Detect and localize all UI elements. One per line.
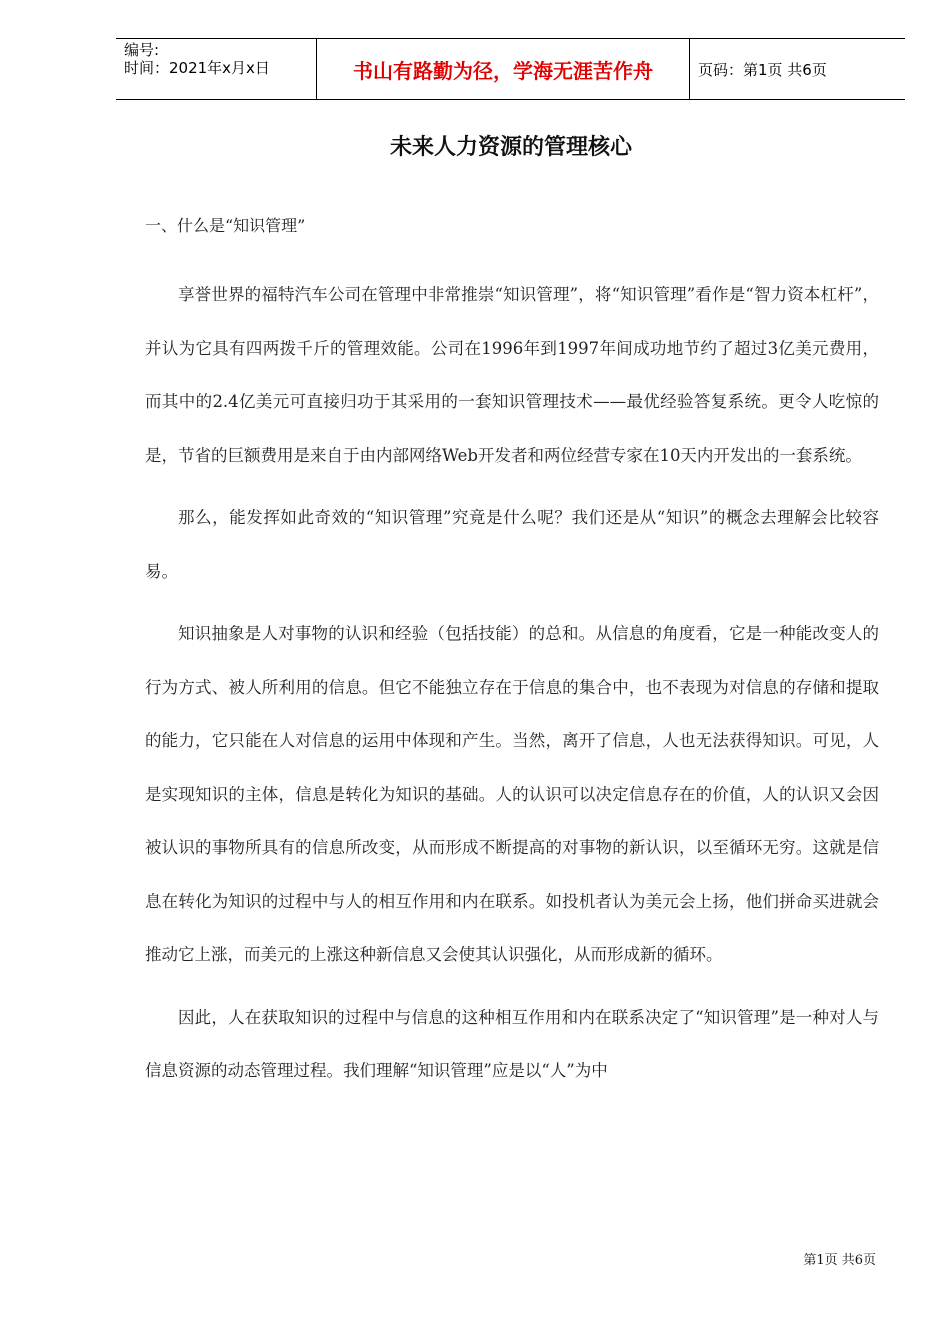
document-body (145, 268, 879, 1107)
document-number-label: 编号: (124, 41, 160, 59)
paragraph: 那么，能发挥如此奇效的“知识管理”究竟是什么呢？我们还是从“知识”的概念去理解会比较容易。 (145, 508, 879, 581)
page-header (116, 38, 905, 100)
header-meta (116, 39, 316, 99)
header-page-info: 页码：第1页 共6页 (698, 60, 827, 79)
paragraph: 因此，人在获取知识的过程中与信息的这种相互作用和内在联系决定了“知识管理”是一种对人与信息资源的动态管理过程。我们理解“知识管理”应是以“人”为中 (145, 1007, 879, 1080)
document-title: 未来人力资源的管理核心 (389, 135, 632, 160)
page-footer: 第1页 共6页 (803, 1253, 876, 1268)
document-time-label: 时间：2021年x月x日 (124, 59, 270, 77)
paragraph: 知识抽象是人对事物的认识和经验（包括技能）的总和。从信息的角度看，它是一种能改变人的行为方式、被人所利用的信息。但它不能独立存在于信息的集合中，也不表现为对信息的存储和提取的能力，它只能在人对信息的运用中体现和产生。当然，离开了信息，人也无法获得知识。可见，人是实现知识的主体，信息是转化为知识的基础。人的认识可以决定信息存在的价值，人的认识又会因被认识的事物所具有的信息所改变，从而形成不断提高的对事物的新认识，以至循环无穷。这就是信息在转化为知识的过程中与人的相互作用和内在联系。如投机者认为美元会上扬，他们拼命买进就会推动它上涨，而美元的上涨这种新信息又会使其认识强化，从而形成新的循环。 (145, 624, 879, 964)
paragraph: 享誉世界的福特汽车公司在管理中非常推崇“知识管理”，将“知识管理”看作是“智力资本杠杆”，并认为它具有四两拨千斤的管理效能。公司在1996年到1997年间成功地节约了超过3亿美元费用，而其中的2.4亿美元可直接归功于其采用的一套知识管理技术——最优经验答复系统。更令人吃惊的是，节省的巨额费用是来自于由内部网络Web开发者和两位经营专家在10天内开发出的一套系统。 (145, 285, 879, 465)
section-heading: 一、什么是“知识管理” (145, 216, 306, 235)
header-motto: 书山有路勤为径，学海无涯苦作舟 (316, 39, 690, 99)
